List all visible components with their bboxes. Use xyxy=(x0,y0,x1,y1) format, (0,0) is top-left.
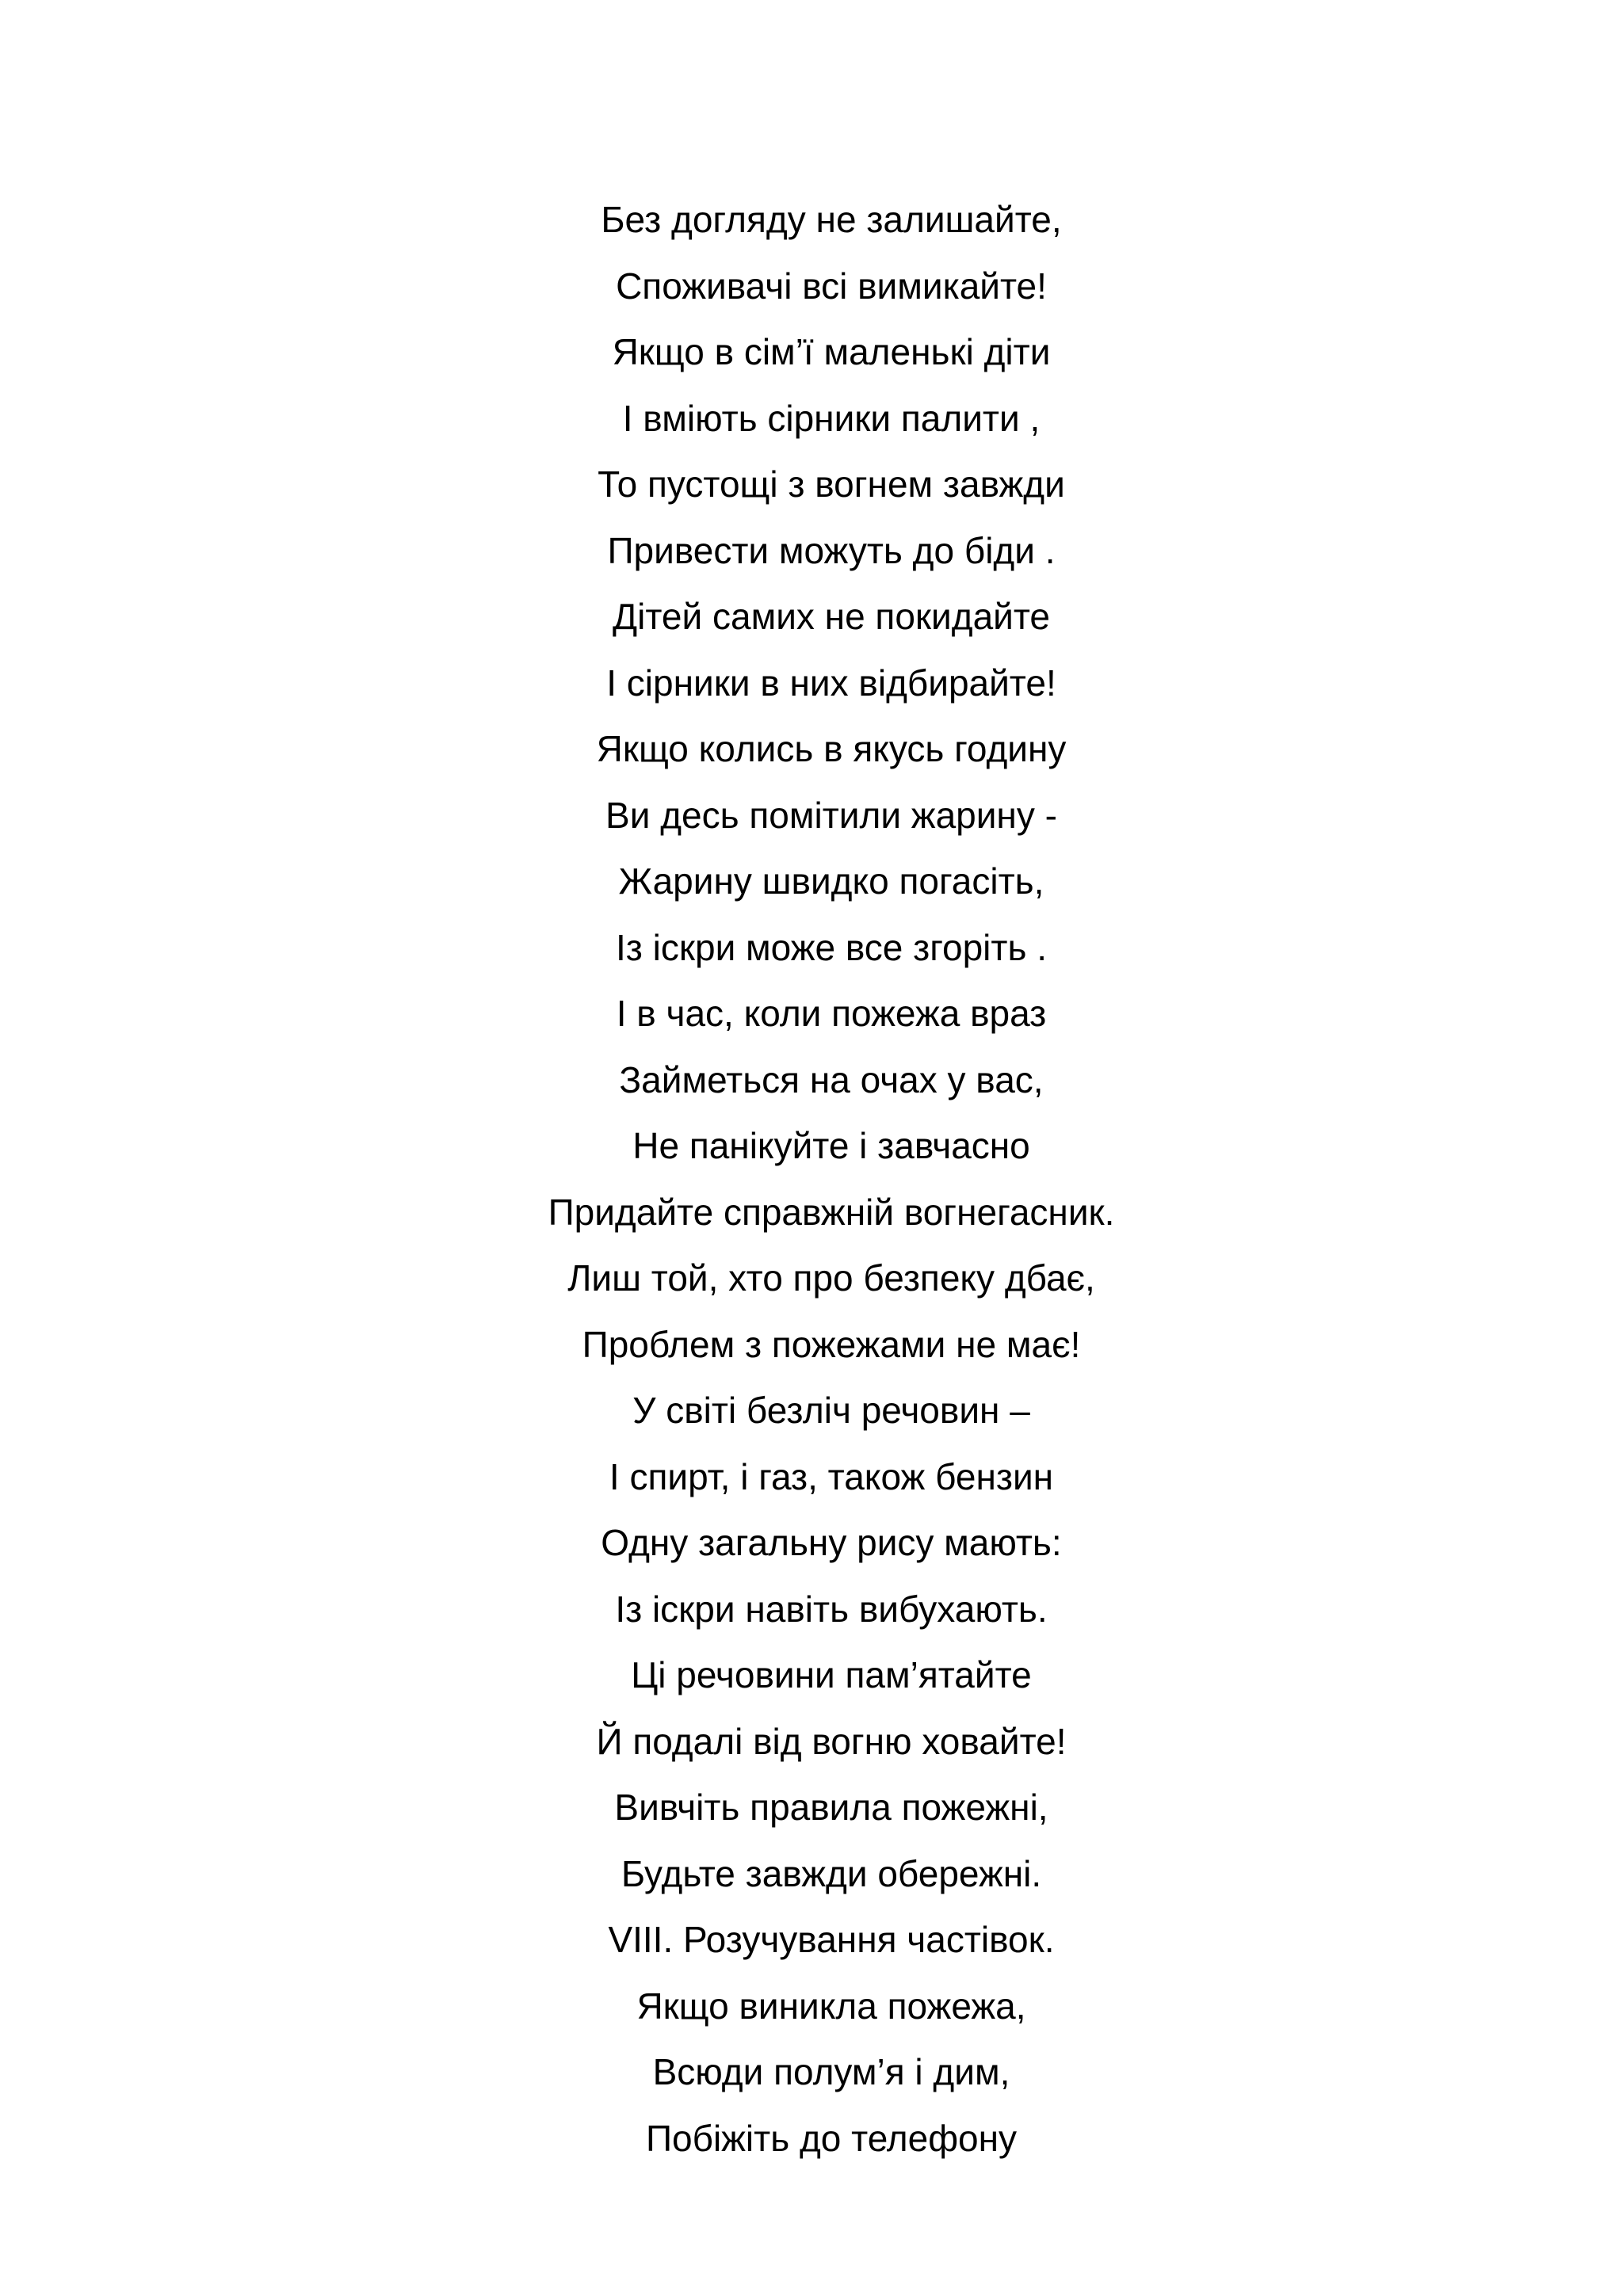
poem-line: Без догляду не залишайте, xyxy=(601,199,1062,240)
poem-line: Займеться на очах у вас, xyxy=(619,1058,1044,1100)
poem-text xyxy=(0,196,1623,2181)
poem-line: Придайте справжній вогнегасник. xyxy=(548,1191,1115,1233)
poem-line: Якщо колись в якусь годину xyxy=(596,728,1067,769)
poem-line: І спирт, і газ, також бензин xyxy=(609,1455,1054,1497)
poem-line: І вміють сірники палити , xyxy=(622,397,1041,439)
poem-line: Ці речовини пам’ятайте xyxy=(631,1654,1032,1695)
poem-line: Привести можуть до біди . xyxy=(607,529,1056,571)
poem-line: Якщо виникла пожежа, xyxy=(636,1985,1026,2027)
poem-line: І в час, коли пожежа враз xyxy=(616,993,1047,1034)
poem-line: То пустощі з вогнем завжди xyxy=(598,463,1065,505)
poem-line: Лиш той, хто про безпеку дбає, xyxy=(567,1257,1095,1299)
poem-line: Будьте завжди обережні. xyxy=(621,1852,1042,1894)
poem-line: Проблем з пожежами не має! xyxy=(582,1323,1081,1365)
poem-line: І сірники в них відбирайте! xyxy=(606,662,1056,704)
poem-line: Ви десь помітили жарину - xyxy=(605,794,1057,836)
poem-line: Споживачі всі вимикайте! xyxy=(616,265,1047,307)
poem-line: Одну загальну рису мають: xyxy=(601,1522,1062,1563)
poem-line: Із іскри може все згоріть . xyxy=(615,926,1047,968)
poem-line: Всюди полум’я і дим, xyxy=(652,2051,1010,2092)
poem-line: Й подалі від вогню ховайте! xyxy=(596,1720,1067,1762)
poem-line: Із іскри навіть вибухають. xyxy=(615,1588,1048,1630)
poem-line: Вивчіть правила пожежні, xyxy=(614,1787,1048,1828)
poem-line: Жарину швидко погасіть, xyxy=(618,860,1044,902)
poem-line: Якщо в сім’ї маленькі діти xyxy=(612,331,1051,372)
poem-line: Дітей самих не покидайте xyxy=(613,596,1050,637)
poem-line: У світі безліч речовин – xyxy=(632,1390,1030,1431)
poem-line: Побіжіть до телефону xyxy=(645,2117,1018,2159)
section-heading: VIII. Розучування частівок. xyxy=(608,1919,1055,1960)
poem-line: Не панікуйте і завчасно xyxy=(632,1125,1030,1166)
